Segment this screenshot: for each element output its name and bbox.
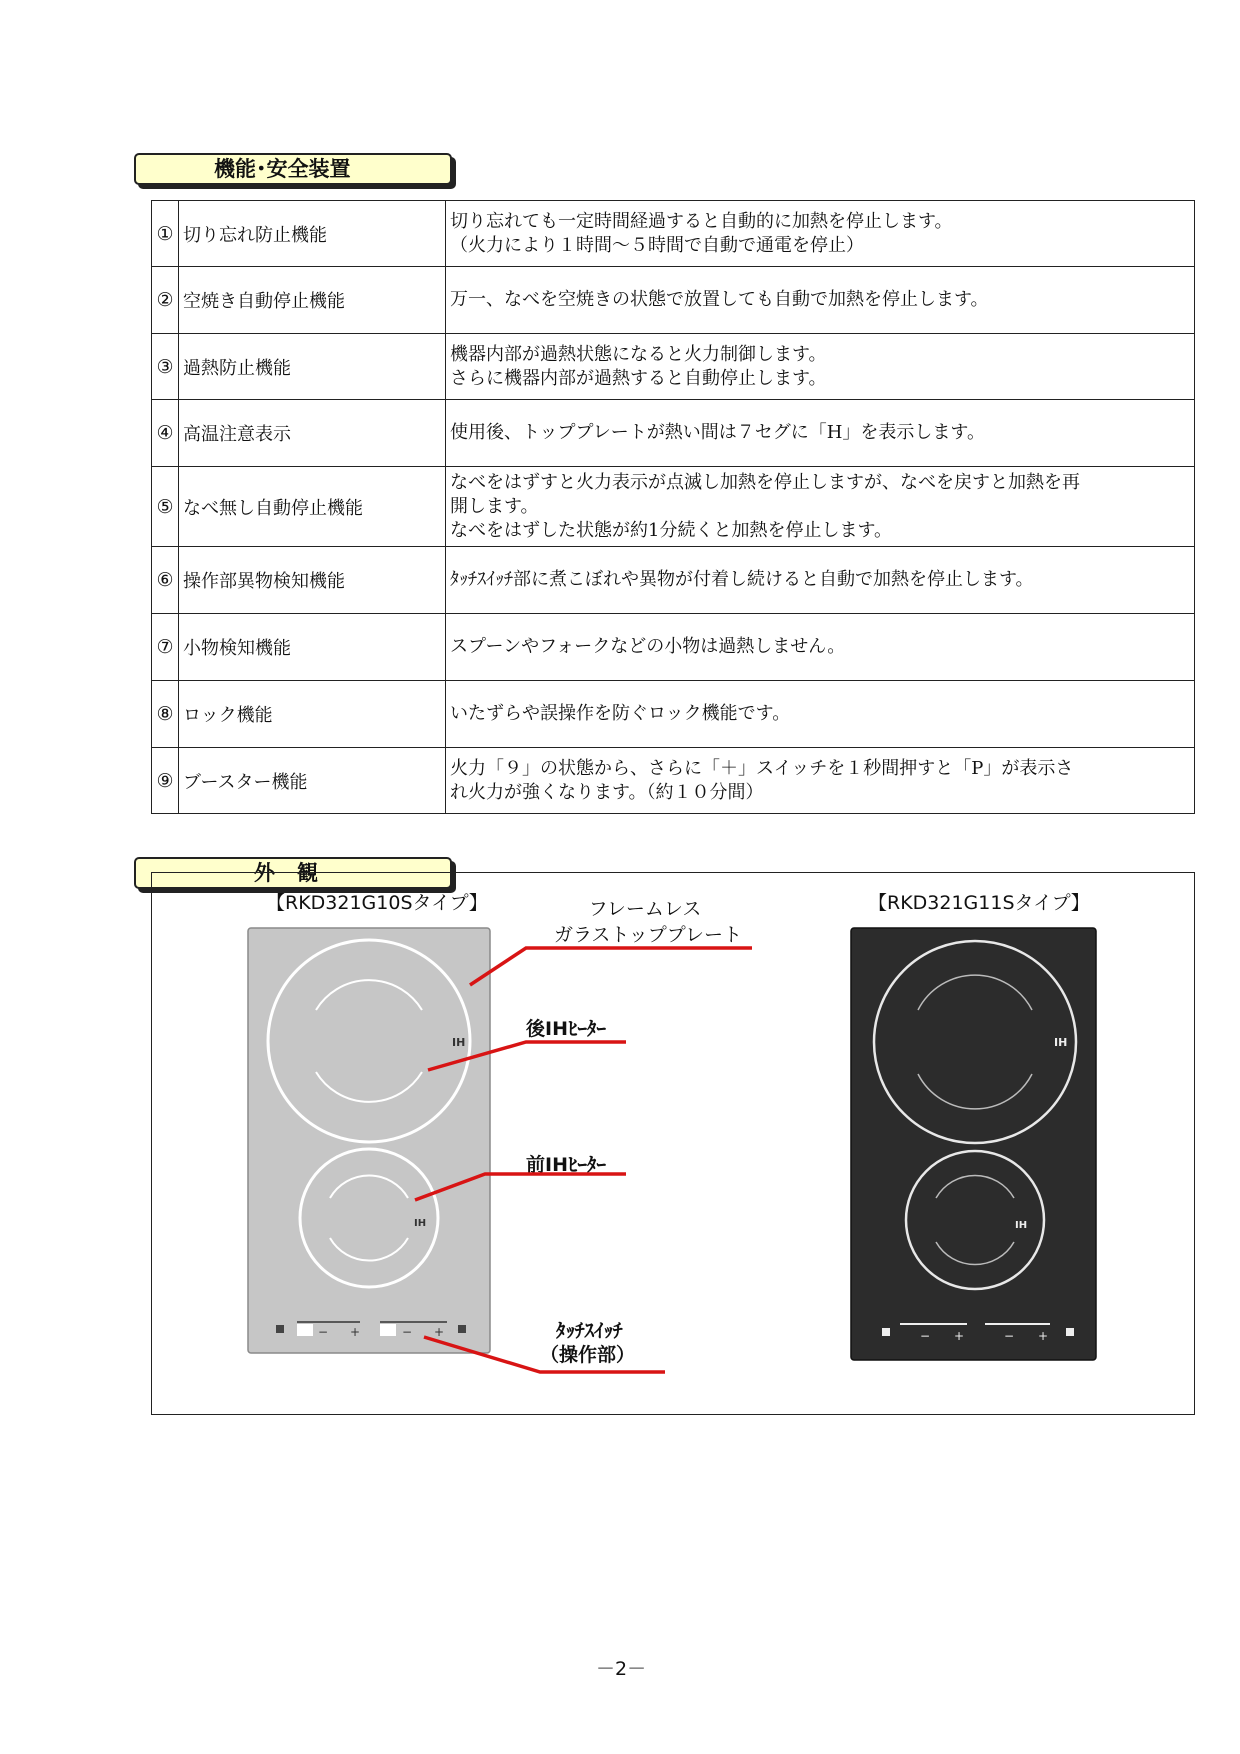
- feature-number: ③: [152, 334, 179, 400]
- appearance-heading-text: 外観: [254, 861, 340, 885]
- black-lock-icon: [882, 1328, 890, 1336]
- feature-number: ⑨: [152, 748, 179, 814]
- feature-description-line: スプーンやフォークなどの小物は過熱しません。: [450, 636, 846, 657]
- silver-minus-left-icon: −: [318, 1325, 329, 1339]
- feature-name: 過熱防止機能: [179, 334, 446, 400]
- feature-description-line: （火力により１時間～５時間で自動で通電を停止）: [450, 234, 864, 256]
- model-label-left: 【RKD321G10Sタイプ】: [266, 892, 488, 914]
- black-plus-left-icon: +: [954, 1329, 965, 1343]
- feature-name: 空焼き自動停止機能: [179, 267, 446, 334]
- feature-number: ⑦: [152, 614, 179, 681]
- silver-power-icon: [458, 1325, 466, 1333]
- feature-number: ①: [152, 201, 179, 267]
- silver-front-ih-mark: IH: [414, 1218, 427, 1229]
- feature-description-line: 開します。: [450, 495, 539, 517]
- feature-description-line: ﾀｯﾁｽｲｯﾁ部に煮こぼれや異物が付着し続けると自動で加熱を停止します。: [450, 569, 1034, 590]
- silver-rear-ih-mark: IH: [452, 1036, 466, 1049]
- black-front-ih-mark: IH: [1015, 1220, 1028, 1231]
- black-plus-right-icon: +: [1038, 1329, 1049, 1343]
- callout-plate-line1: フレームレス: [588, 898, 702, 920]
- feature-number: ④: [152, 400, 179, 467]
- callout-plate-line2: ガラストッププレート: [553, 924, 743, 946]
- leader-plate: [470, 948, 752, 985]
- feature-description-line: 切り忘れても一定時間経過すると自動的に加熱を停止します。: [450, 210, 953, 232]
- silver-minus-right-icon: −: [402, 1325, 413, 1339]
- feature-name: ロック機能: [179, 681, 446, 748]
- silver-control-right-display: [380, 1324, 396, 1336]
- feature-description-line: いたずらや誤操作を防ぐロック機能です。: [450, 703, 791, 724]
- black-cooktop: [851, 928, 1096, 1360]
- silver-cooktop: [248, 928, 490, 1353]
- feature-number: ⑤: [152, 467, 179, 547]
- black-minus-left-icon: −: [920, 1329, 931, 1343]
- features-heading-text: 機能･安全装置: [214, 157, 351, 181]
- feature-description-line: なべをはずした状態が約1分続くと加熱を停止します。: [450, 519, 893, 541]
- callout-front-heater: 前IHﾋｰﾀｰ: [526, 1154, 606, 1176]
- feature-description-line: 火力「９」の状態から、さらに「＋」スイッチを１秒間押すと「P」が表示さ: [450, 757, 1074, 779]
- silver-plus-right-icon: +: [434, 1325, 445, 1339]
- feature-description-line: 万一、なべを空焼きの状態で放置しても自動で加熱を停止します。: [450, 289, 989, 310]
- feature-name: 切り忘れ防止機能: [179, 201, 446, 267]
- feature-description-line: れ火力が強くなります。（約１０分間）: [450, 781, 764, 803]
- callout-touch-switch-line2: （操作部）: [540, 1344, 636, 1366]
- feature-description-line: 使用後、トッププレートが熱い間は７セグに「H」を表示します。: [450, 422, 985, 443]
- black-rear-ih-mark: IH: [1054, 1036, 1068, 1049]
- feature-name: 操作部異物検知機能: [179, 547, 446, 614]
- feature-number: ⑥: [152, 547, 179, 614]
- silver-control-left-display: [297, 1324, 313, 1336]
- callout-touch-switch-line1: ﾀｯﾁｽｲｯﾁ: [556, 1320, 623, 1342]
- feature-name: 高温注意表示: [179, 400, 446, 467]
- feature-number: ⑧: [152, 681, 179, 748]
- callout-rear-heater: 後IHﾋｰﾀｰ: [526, 1018, 606, 1040]
- black-power-icon: [1066, 1328, 1074, 1336]
- model-label-right: 【RKD321G11Sタイプ】: [868, 892, 1090, 914]
- black-minus-right-icon: −: [1004, 1329, 1015, 1343]
- feature-description-line: なべをはずすと火力表示が点滅し加熱を停止しますが、なべを戻すと加熱を再: [450, 471, 1080, 493]
- silver-plus-left-icon: +: [350, 1325, 361, 1339]
- feature-description-line: 機器内部が過熱状態になると火力制御します。: [450, 343, 827, 365]
- feature-number: ②: [152, 267, 179, 334]
- page-number: －2－: [596, 1658, 647, 1680]
- feature-name: ブースター機能: [179, 748, 446, 814]
- feature-description-line: さらに機器内部が過熱すると自動停止します。: [450, 367, 827, 389]
- feature-name: なべ無し自動停止機能: [179, 467, 446, 547]
- feature-name: 小物検知機能: [179, 614, 446, 681]
- silver-lock-icon: [276, 1325, 284, 1333]
